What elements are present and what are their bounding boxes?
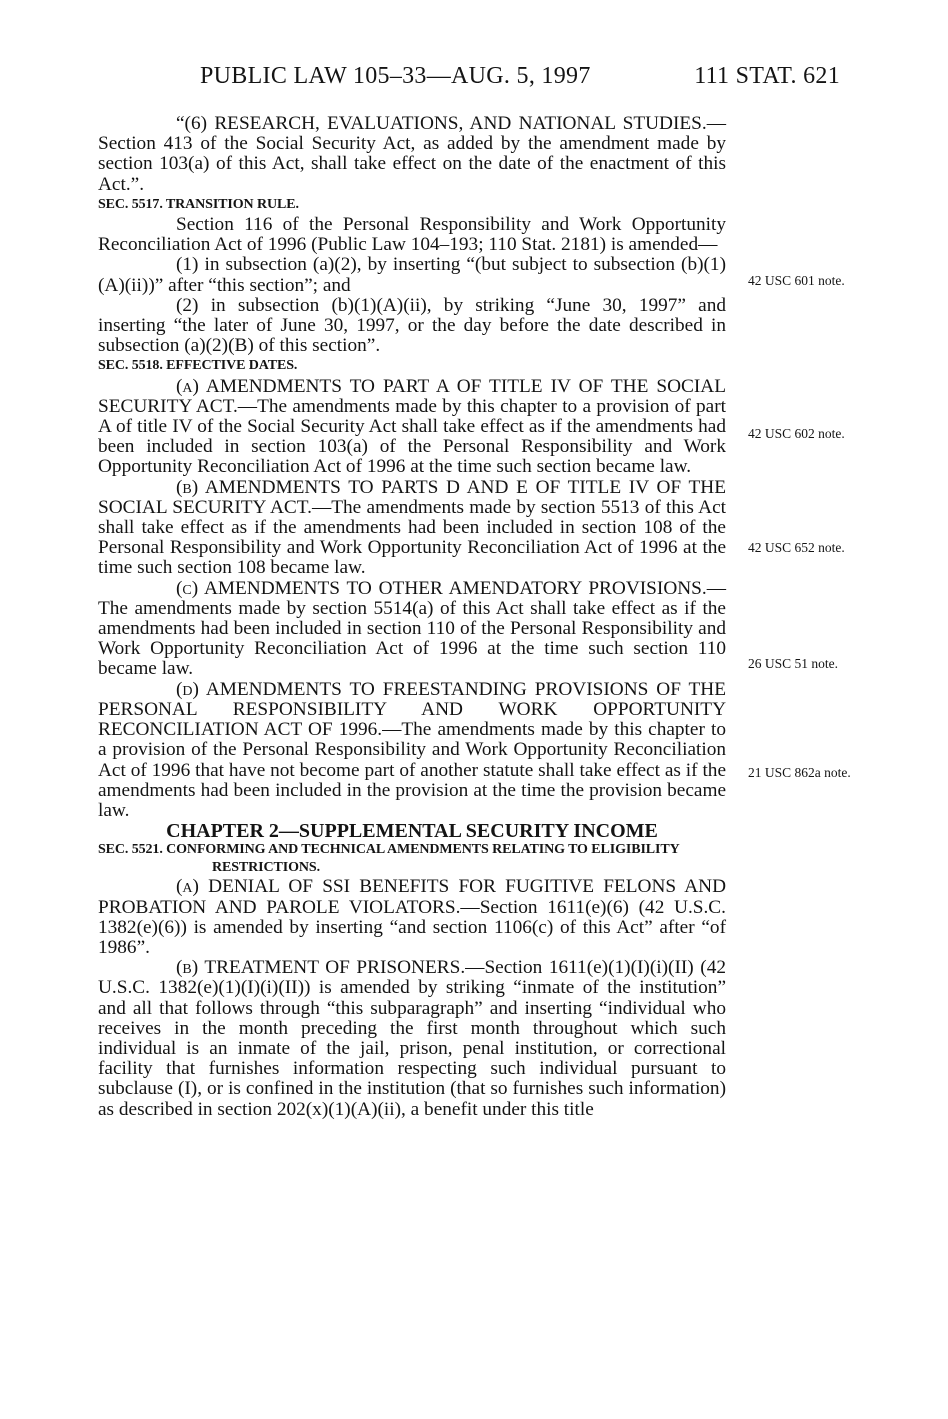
paragraph-5518-b xyxy=(98,478,726,579)
paragraph-5521-b-heading: (b) TREATMENT OF PRISONERS. xyxy=(176,957,466,979)
section-heading-5521: SEC. 5521. CONFORMING AND TECHNICAL AMENDMENTS RELATING TO ELIGIBILITY RESTRICTIONS. xyxy=(98,842,680,876)
body-text xyxy=(98,114,726,1120)
margin-note-601: 42 USC 601 note. xyxy=(748,273,845,288)
paragraph-5518-d xyxy=(98,680,726,821)
paragraph-5518-d-heading: (d) AMENDMENTS TO FREESTANDING PROVISIONS OF THE PERSONAL RESPONSIBILITY AND WORK OPPORTUNITY RECONCILIATION ACT OF 1996. xyxy=(98,678,726,741)
margin-note-602: 42 USC 602 note. xyxy=(748,426,845,441)
law-title: PUBLIC LAW 105–33—AUG. 5, 1997 xyxy=(200,63,591,89)
running-head xyxy=(200,63,840,90)
paragraph-5518-a-text: —The amendments made by this chapter to a provision of part A of title IV of the Social Security Act shall take effect as if the amendments had been included in section 103(a) of the Personal Responsibility and Work Opportunity Reconciliation Act of 1996 at the time such section became law. xyxy=(98,395,726,478)
paragraph-5518-a-heading: (a) AMENDMENTS TO PART A OF TITLE IV OF THE SOCIAL SECURITY ACT. xyxy=(98,375,726,417)
paragraph-research-evaluations: “(6) RESEARCH, EVALUATIONS, AND NATIONAL STUDIES.—Section 413 of the Social Security Act, as added by the amendment made by section 103(a) of this Act, shall take effect on the date of the enactment of this Act.”. xyxy=(98,113,726,195)
paragraph-5518-c-heading: (c) AMENDMENTS TO OTHER AMENDATORY PROVISIONS. xyxy=(176,577,707,599)
paragraph-subsection-2: (2) in subsection (b)(1)(A)(ii), by striking “June 30, 1997” and inserting “the later of June 30, 1997, or the day before the date described in subsection (a)(2)(B) of this section”. xyxy=(98,294,726,357)
paragraph-5518-b-text: —The amendments made by section 5513 of this Act shall take effect as if the amendments had been included in section 108 of the Personal Responsibility and Work Opportunity Reconciliation Act of 1996 at the time such section 108 became law. xyxy=(98,496,726,579)
margin-note-862a: 21 USC 862a note. xyxy=(748,765,851,780)
paragraph-5518-c-text: —The amendments made by section 5514(a) of this Act shall take effect as if the amendments had been included in section 110 of the Personal Responsibility and Work Opportunity Reconciliation Act of 1996 at the time such section 110 became law. xyxy=(98,577,726,680)
paragraph-5521-a-text: —Section 1611(e)(6) (42 U.S.C. 1382(e)(6)) is amended by inserting “and section 1106(c) of this Act” after “of 1986”. xyxy=(98,896,726,958)
paragraph-5521-b-text: —Section 1611(e)(1)(I)(i)(II) (42 U.S.C. 1382(e)(1)(I)(i)(II)) is amended by striking “inmate of the institution” and all that follows through “this subparagraph” and inserting “individual who receives in the month preceding the first month throughout which such individual is an inmate of the jail, prison, penal institution, or correctional facility that furnishes information respecting such individual pursuant to subclause (I), or is confined in the institution (that so furnishes such information) as described in section 202(x)(1)(A)(ii), a benefit under this title xyxy=(98,957,726,1120)
paragraph-5521-b xyxy=(98,958,726,1120)
paragraph-5518-b-heading: (b) AMENDMENTS TO PARTS D AND E OF TITLE IV OF THE SOCIAL SECURITY ACT. xyxy=(98,476,726,518)
paragraph-5521-a xyxy=(98,877,726,958)
paragraph-5518-c xyxy=(98,579,726,680)
page-number: 111 STAT. 621 xyxy=(694,63,840,89)
margin-note-51: 26 USC 51 note. xyxy=(748,656,839,671)
margin-note-652: 42 USC 652 note. xyxy=(748,540,845,555)
paragraph-5521-a-heading: (a) DENIAL OF SSI BENEFITS FOR FUGITIVE FELONS AND PROBATION AND PAROLE VIOLATORS. xyxy=(98,876,726,918)
section-heading-5517: SEC. 5517. TRANSITION RULE. xyxy=(98,196,299,212)
chapter-heading: CHAPTER 2—SUPPLEMENTAL SECURITY INCOME xyxy=(166,820,658,843)
paragraph-5518-d-text: —The amendments made by this chapter to a provision of the Personal Responsibility and Work Opportunity Reconciliation Act of 1996 that have not become part of another statute shall take effect as if the amendments had been included in the provision at the time the provision became law. xyxy=(98,719,726,821)
paragraph-section-116: Section 116 of the Personal Responsibility and Work Opportunity Reconciliation Act of 1996 (Public Law 104–193; 110 Stat. 2181) is amended— xyxy=(98,214,726,256)
paragraph-5518-a xyxy=(98,377,726,478)
section-heading-5518: SEC. 5518. EFFECTIVE DATES. xyxy=(98,358,298,374)
paragraph-subsection-1: (1) in subsection (a)(2), by inserting “(but subject to subsection (b)(1)(A)(ii))” after “this section”; and xyxy=(98,254,726,296)
